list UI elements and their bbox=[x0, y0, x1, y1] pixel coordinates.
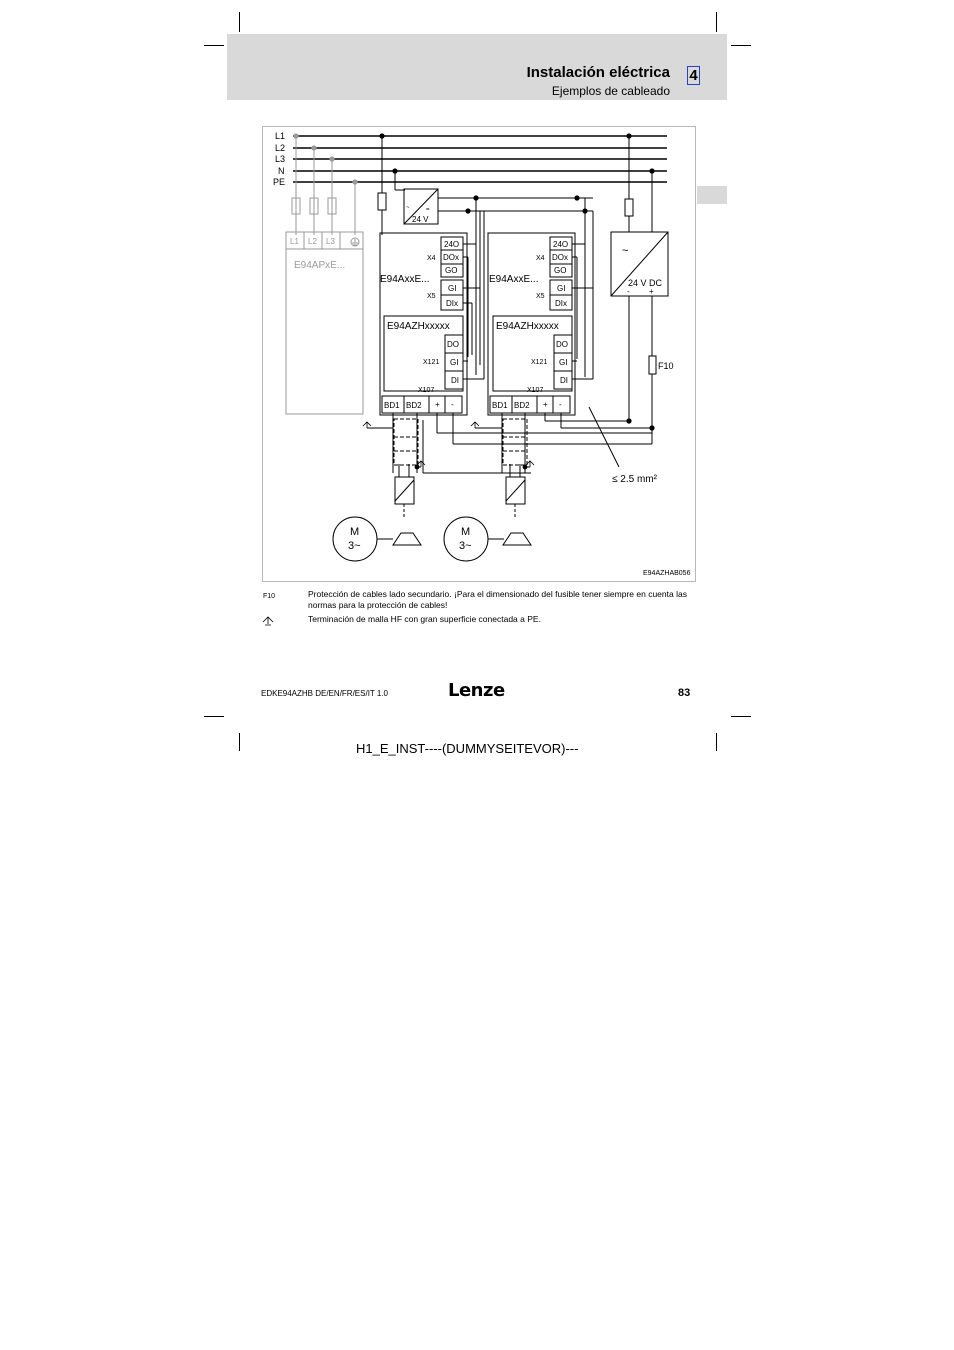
connector-label: X4 bbox=[536, 255, 545, 262]
legend-text: Protección de cables lado secundario. ¡Para el dimensionado del fusible tener siempre en cuenta las normas para la protección de cables! bbox=[308, 589, 687, 610]
psu-plus: + bbox=[649, 287, 654, 296]
terminal-label: BD2 bbox=[406, 401, 422, 410]
terminal-label: DIx bbox=[555, 299, 567, 308]
terminal-label: 24O bbox=[553, 240, 569, 249]
terminal-label: BD2 bbox=[514, 401, 530, 410]
crop-mark bbox=[731, 716, 751, 717]
crop-mark bbox=[204, 716, 224, 717]
terminal-label: DI bbox=[560, 376, 568, 385]
terminal-label: GI bbox=[448, 284, 457, 293]
motor-label: M bbox=[461, 526, 471, 538]
motor-label: M bbox=[350, 526, 360, 538]
page-number: 83 bbox=[678, 687, 691, 699]
connector-label: X121 bbox=[423, 359, 440, 366]
document-code: EDKE94AZHB DE/EN/FR/ES/IT 1.0 bbox=[261, 689, 389, 698]
terminal-label: GO bbox=[445, 266, 458, 275]
crop-mark bbox=[716, 733, 717, 751]
motor-label: 3~ bbox=[348, 540, 361, 552]
fuse-label: F10 bbox=[658, 361, 674, 371]
supply-terminal-label: L2 bbox=[308, 237, 317, 246]
bus-line-label: L3 bbox=[275, 154, 286, 164]
terminal-label: DOx bbox=[552, 253, 568, 262]
option-module-name: E94AZHxxxxx bbox=[496, 321, 559, 332]
connector-label: X4 bbox=[427, 255, 436, 262]
terminal-label: 24O bbox=[444, 240, 460, 249]
terminal-label: + bbox=[435, 400, 440, 409]
bus-line-label: L2 bbox=[275, 143, 286, 153]
connector-label: X5 bbox=[427, 293, 436, 300]
terminal-label: - bbox=[451, 400, 454, 409]
lenze-logo: Lenze bbox=[448, 680, 505, 701]
connector-label: X107 bbox=[527, 387, 544, 394]
dummy-page-line: H1_E_INST----(DUMMYSEITEVOR)--- bbox=[356, 741, 579, 756]
terminal-label: GI bbox=[559, 358, 568, 367]
terminal-label: DO bbox=[447, 340, 459, 349]
bus-line-label: L1 bbox=[275, 131, 286, 141]
internal-psu-label: 24 V bbox=[412, 215, 429, 224]
svg-text:=: = bbox=[426, 207, 430, 213]
earth-icon bbox=[351, 238, 359, 246]
chapter-tab-marker bbox=[697, 186, 727, 204]
wiring-diagram bbox=[263, 127, 693, 579]
option-module-name: E94AZHxxxxx bbox=[387, 321, 450, 332]
terminal-label: DI bbox=[451, 376, 459, 385]
terminal-label: + bbox=[543, 400, 548, 409]
supply-terminal-label: L1 bbox=[290, 237, 299, 246]
connector-label: X121 bbox=[531, 359, 548, 366]
crop-mark bbox=[239, 12, 240, 32]
crop-mark bbox=[239, 733, 240, 751]
axis-module-name: E94AxxE... bbox=[380, 274, 430, 285]
crop-mark bbox=[731, 45, 751, 46]
terminal-label: BD1 bbox=[384, 401, 400, 410]
psu-symbol: ~ bbox=[622, 245, 629, 257]
connector-label: X5 bbox=[536, 293, 545, 300]
chapter-number: 4 bbox=[687, 66, 700, 85]
supply-terminal-label: L3 bbox=[326, 237, 335, 246]
terminal-label: GO bbox=[554, 266, 567, 275]
terminal-label: - bbox=[559, 400, 562, 409]
terminal-label: DIx bbox=[446, 299, 458, 308]
terminal-label: GI bbox=[450, 358, 459, 367]
supply-module-name: E94APxE... bbox=[294, 260, 346, 271]
figure-id: E94AZHAB056 bbox=[643, 570, 691, 577]
legend-text: Terminación de malla HF con gran superficie conectada a PE. bbox=[308, 614, 541, 624]
cable-note: ≤ 2.5 mm² bbox=[612, 474, 657, 485]
terminal-label: GI bbox=[557, 284, 566, 293]
axis-module-name: E94AxxE... bbox=[489, 274, 539, 285]
page-title: Instalación eléctrica bbox=[526, 64, 670, 81]
crop-mark bbox=[716, 12, 717, 32]
bus-line-label: PE bbox=[273, 177, 286, 187]
connector-label: X107 bbox=[418, 387, 435, 394]
svg-text:~: ~ bbox=[406, 205, 410, 211]
terminal-label: DO bbox=[556, 340, 568, 349]
psu-label: 24 V DC bbox=[628, 278, 663, 288]
crop-mark bbox=[204, 45, 224, 46]
psu-minus: - bbox=[627, 287, 630, 296]
terminal-label: BD1 bbox=[492, 401, 508, 410]
shield-ground-icon bbox=[262, 616, 274, 626]
legend-key: F10 bbox=[263, 593, 276, 600]
terminal-label: DOx bbox=[443, 253, 459, 262]
page-subtitle: Ejemplos de cableado bbox=[551, 84, 670, 98]
bus-line-label: N bbox=[278, 166, 285, 176]
motor-label: 3~ bbox=[459, 540, 472, 552]
